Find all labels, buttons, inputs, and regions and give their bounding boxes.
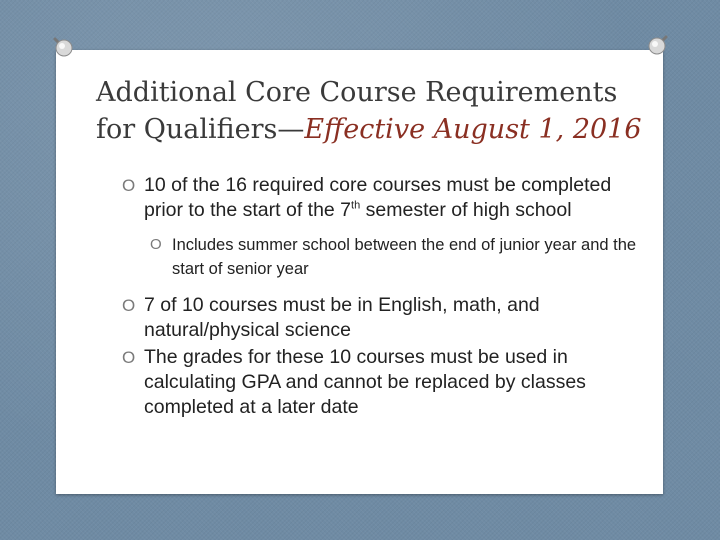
thumbtack-icon bbox=[645, 28, 675, 58]
title-effective-date: Effective August 1, 2016 bbox=[304, 114, 642, 145]
bullet-item bbox=[122, 345, 642, 420]
bullet-marker-icon: O bbox=[122, 296, 136, 315]
bullet-text: The grades for these 10 courses must be used in calculating GPA and cannot be replaced by classes completed at a later date bbox=[144, 346, 586, 418]
bullet-item bbox=[122, 293, 642, 343]
title-line-2-prefix: for Qualifiers— bbox=[96, 114, 305, 145]
sub-bullet-text: Includes summer school between the end of junior year and the start of senior year bbox=[172, 236, 637, 278]
sub-bullet-item bbox=[150, 233, 642, 281]
bullet-text: 10 of the 16 required core courses must be completed prior to the start of the 7 bbox=[144, 174, 612, 221]
bullet-item bbox=[122, 173, 642, 223]
sub-bullet-marker-icon: O bbox=[150, 236, 162, 253]
bullet-superscript: th bbox=[351, 199, 361, 212]
thumbtack-icon bbox=[46, 30, 76, 60]
bullet-marker-icon: O bbox=[122, 176, 136, 195]
slide-title bbox=[96, 74, 656, 148]
bullet-list bbox=[122, 173, 642, 420]
title-line-1: Additional Core Course Requirements bbox=[96, 77, 618, 108]
bullet-text: 7 of 10 courses must be in English, math, and natural/physical science bbox=[144, 294, 540, 341]
bullet-text-continued: semester of high school bbox=[360, 199, 572, 221]
bullet-marker-icon: O bbox=[122, 348, 136, 367]
